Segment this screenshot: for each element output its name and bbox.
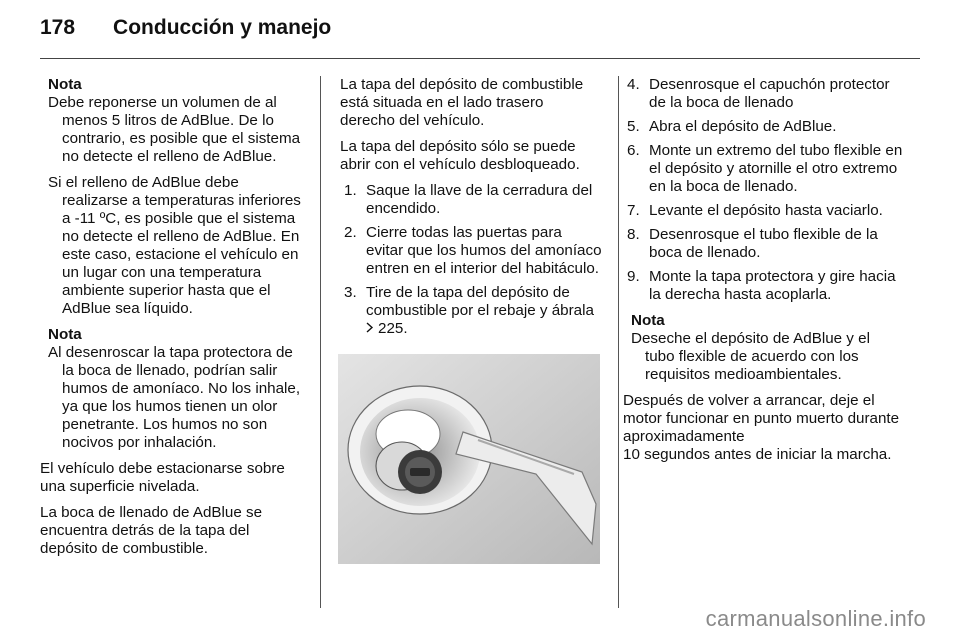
step-item <box>340 224 602 278</box>
body-paragraph: La tapa del depósito de combustible está situada en el lado trasero derecho del vehículo. <box>340 76 584 129</box>
step-item <box>623 142 903 196</box>
body-paragraph: La tapa del depósito sólo se puede abrir con el vehículo desbloqueado. <box>340 138 580 173</box>
step-text: Desenrosque el capuchón protector de la boca de llenado <box>649 76 890 111</box>
step-number: 5. <box>627 118 640 135</box>
step-text: Cierre todas las puertas para evitar que los humos del amoníaco entren en el interior del habitáculo. <box>366 224 602 277</box>
step-item <box>623 268 903 304</box>
step-number: 3. <box>344 284 357 301</box>
note-title: Nota <box>48 76 82 93</box>
note-text: Deseche el depósito de AdBlue y el tubo flexible de acuerdo con los requisitos medioambientales. <box>631 330 870 383</box>
step-text: Levante el depósito hasta vaciarlo. <box>649 202 883 219</box>
step-item <box>623 118 903 136</box>
step-text: Saque la llave de la cerradura del encendido. <box>366 182 593 217</box>
step-text: Monte un extremo del tubo flexible en el depósito y atornille el otro extremo en la boca de llenado. <box>649 142 903 195</box>
note-text: Debe reponerse un volumen de al menos 5 litros de AdBlue. De lo contrario, es posible que el sistema no detecte el relleno de AdBlue. <box>48 94 301 165</box>
column-left <box>40 76 304 566</box>
page-reference: 225. <box>378 320 408 337</box>
column-divider <box>320 76 321 608</box>
steps-list <box>623 76 903 304</box>
column-divider <box>618 76 619 608</box>
note-title: Nota <box>48 326 82 343</box>
page-header <box>40 16 331 40</box>
fuel-filler-door-open-icon <box>338 354 600 564</box>
step-item <box>623 76 903 112</box>
note-box-ammonia <box>40 326 304 452</box>
step-number: 4. <box>627 76 640 93</box>
body-paragraph: El vehículo debe estacionarse sobre una superficie nivelada. <box>40 460 285 495</box>
step-text: Abra el depósito de AdBlue. <box>649 118 837 135</box>
note-text: Al desenroscar la tapa protectora de la boca de llenado, podrían salir humos de amoníaco. No los inhale, ya que los humos tienen un olor penetrante. Los humos no son nocivos por inhalación. <box>48 344 301 451</box>
steps-list <box>340 182 602 338</box>
body-paragraph: 10 segundos antes de iniciar la marcha. <box>623 446 892 463</box>
step-number: 7. <box>627 202 640 219</box>
step-number: 1. <box>344 182 357 199</box>
page-number: 178 <box>40 16 76 39</box>
section-title: Conducción y manejo <box>113 16 332 39</box>
note-box-adblue-volume <box>40 76 304 318</box>
step-number: 8. <box>627 226 640 243</box>
column-middle <box>340 76 602 346</box>
step-number: 9. <box>627 268 640 285</box>
body-paragraph: La boca de llenado de AdBlue se encuentra detrás de la tapa del depósito de combustible. <box>40 504 263 557</box>
step-item <box>340 182 602 218</box>
step-number: 6. <box>627 142 640 159</box>
note-text: Si el relleno de AdBlue debe realizarse a temperaturas inferiores a -11 ºC, es posible que el sistema no detecte el relleno de AdBlue. En este caso, estacione el vehículo en un lugar con una temperatura ambiente superior hasta que el AdBlue sea líquido. <box>48 174 301 317</box>
step-item <box>623 226 903 262</box>
note-box-disposal <box>623 312 903 384</box>
step-text: Tire de la tapa del depósito de combustible por el rebaje y ábrala <box>366 284 594 319</box>
watermark: carmanualsonline.info <box>705 606 926 631</box>
step-text: Desenrosque el tubo flexible de la boca de llenado. <box>649 226 878 261</box>
step-item <box>340 284 602 338</box>
page-reference-arrow-icon <box>366 320 374 338</box>
header-divider <box>40 58 920 59</box>
step-text: Monte la tapa protectora y gire hacia la derecha hasta acoplarla. <box>649 268 896 303</box>
step-item <box>623 202 903 220</box>
note-title: Nota <box>631 312 665 329</box>
body-paragraph: Después de volver a arrancar, deje el motor funcionar en punto muerto durante aproximadamente <box>623 392 900 445</box>
column-right <box>623 76 903 472</box>
step-number: 2. <box>344 224 357 241</box>
